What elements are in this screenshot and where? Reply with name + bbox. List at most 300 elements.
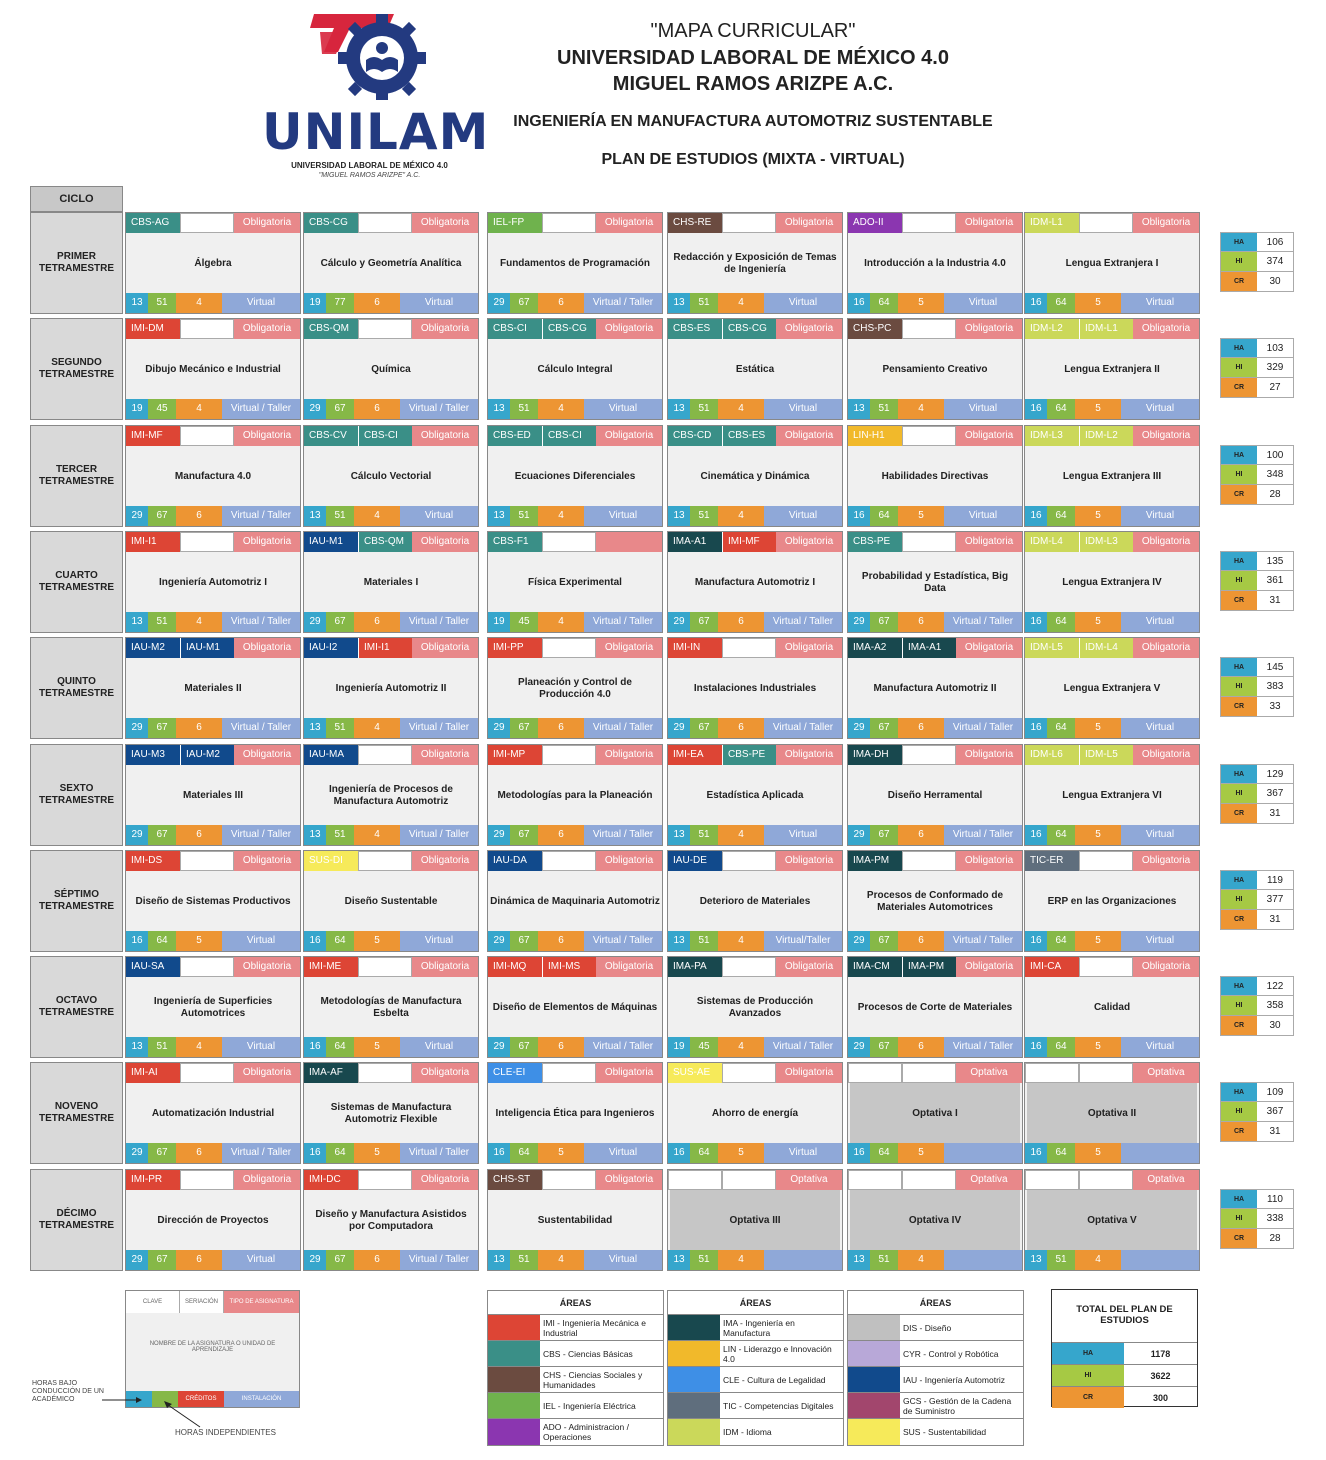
course-ha: 13 [304,506,326,526]
course-key: CBS-F1 [488,532,542,552]
area-row [668,1419,843,1445]
course-hi: 67 [148,506,176,526]
course-card [125,637,301,739]
course-ha: 29 [488,825,510,845]
course-card [303,425,479,527]
course-name: Diseño y Manufactura Asistidos por Computadora [315,1208,467,1232]
plan-name: PLAN DE ESTUDIOS (MIXTA - VIRTUAL) [601,151,905,168]
course-name: Habilidades Directivas [881,470,989,482]
course-header [488,426,662,446]
term-total-row [1220,465,1294,485]
course-seriation [542,1063,596,1083]
term-total-label: HI [1221,465,1257,484]
course-type: Obligatoria [234,745,300,765]
course-hi: 64 [148,931,176,951]
course-installation: Virtual [400,931,478,951]
course-name: Optativa I [850,1083,1020,1145]
course-name: Materiales I [363,576,419,588]
term-total-row [1220,338,1294,358]
area-name: IAU - Ingeniería Automotriz [903,1374,1006,1385]
course-cr: 6 [176,506,222,526]
course-footer [488,718,662,738]
course-ha: 13 [126,1037,148,1057]
course-seriation [358,319,412,339]
course-name: Sistemas de Producción Avanzados [696,996,814,1020]
course-key: IMI-CA [1025,957,1079,977]
area-name: IMI - Ingeniería Mecánica e Industrial [543,1317,646,1338]
course-header [126,1170,300,1190]
course-cr: 4 [354,718,400,738]
course-hi: 64 [870,293,898,313]
course-card [1024,425,1200,527]
total-ha-label: HA [1052,1343,1124,1364]
course-type: Obligatoria [1133,851,1199,871]
course-hi: 51 [326,506,354,526]
course-cr: 6 [354,399,400,419]
course-key: IAU-M1 [304,532,358,552]
area-swatch [848,1341,900,1366]
course-seriation [722,1063,776,1083]
term-label: DÉCIMO TETRAMESTRE [30,1169,123,1271]
term-total-row [1220,784,1294,804]
course-type: Obligatoria [1133,426,1199,446]
course-footer [1025,718,1199,738]
course-footer [488,1250,662,1270]
course-cr: 5 [898,506,944,526]
course-footer [488,399,662,419]
course-hi: 67 [326,399,354,419]
course-header [488,638,662,658]
course-header [848,213,1022,233]
course-installation: Virtual / Taller [400,718,478,738]
course-footer [126,718,300,738]
course-name: Cálculo Integral [537,364,613,376]
course-type: Optativa [956,1063,1022,1083]
course-cr: 5 [176,931,222,951]
course-installation [764,1250,842,1270]
course-key [668,1170,722,1190]
course-card [125,1169,301,1271]
areas-title: ÁREAS [848,1291,1023,1315]
course-card [303,744,479,846]
area-swatch [488,1367,540,1392]
term-total [1220,657,1294,718]
course-name: Dinámica de Maquinaria Automotriz [490,895,660,907]
course-key: IMI-MF [126,426,180,446]
course-header [488,745,662,765]
course-cr: 6 [538,293,584,313]
course-installation: Virtual / Taller [944,1037,1022,1057]
term-total-ha: 129 [1257,765,1293,783]
course-key: CBS-CI [488,319,542,339]
course-header [304,319,478,339]
course-header [126,1063,300,1083]
course-key: IMI-I1 [126,532,180,552]
course-installation [1121,1250,1199,1270]
course-hi: 51 [510,506,538,526]
course-ha: 13 [848,1250,870,1270]
course-footer [304,293,478,313]
course-key: IMA-AF [304,1063,358,1083]
term-total-ha: 122 [1257,977,1293,995]
legend-arrows [100,1395,220,1435]
course-seriation: IDM-L3 [1079,532,1133,552]
course-footer [668,825,842,845]
course-seriation: CBS-PE [722,745,776,765]
course-seriation [902,426,956,446]
course-ha: 29 [126,825,148,845]
course-key: IDM-L4 [1025,532,1079,552]
course-seriation [902,213,956,233]
course-key: IMA-DH [848,745,902,765]
course-footer [304,931,478,951]
term-total [1220,1082,1294,1143]
course-footer [304,399,478,419]
course-cr: 6 [898,931,944,951]
term-total-hi: 377 [1257,890,1293,909]
course-card [667,212,843,314]
area-swatch [668,1419,720,1445]
course-name: Fundamentos de Programación [499,258,651,269]
course-hi: 64 [1047,506,1075,526]
course-ha: 13 [488,399,510,419]
course-seriation [542,851,596,871]
course-ha: 13 [848,399,870,419]
course-cr: 5 [898,293,944,313]
course-footer [126,931,300,951]
course-hi: 67 [510,931,538,951]
course-card [847,637,1023,739]
course-type: Obligatoria [1133,957,1199,977]
course-installation: Virtual / Taller [400,612,478,632]
course-footer [848,1037,1022,1057]
course-seriation: IDM-L2 [1079,426,1133,446]
course-header [304,1170,478,1190]
course-name: Materiales III [182,789,244,801]
term-total-row [1220,1016,1294,1036]
course-ha: 13 [304,825,326,845]
course-header [304,957,478,977]
course-card [667,425,843,527]
areas-column [667,1290,844,1446]
course-hi: 51 [690,293,718,313]
course-header [668,1170,842,1190]
term-total-label: HI [1221,890,1257,909]
course-hi: 67 [690,612,718,632]
course-header [1025,213,1199,233]
course-key: IMI-IN [668,638,722,658]
course-type: Obligatoria [412,532,478,552]
term-total-row [1220,485,1294,505]
term-total-hi: 361 [1257,571,1293,590]
course-installation: Virtual [1121,718,1199,738]
course-seriation: CBS-CG [542,319,596,339]
course-seriation: IMA-PM [902,957,956,977]
course-header [1025,426,1199,446]
course-seriation [180,213,234,233]
course-cr: 5 [354,931,400,951]
course-footer [1025,1143,1199,1163]
course-name: Materiales II [184,683,242,695]
course-footer [848,399,1022,419]
course-header [488,319,662,339]
course-seriation [722,1170,776,1190]
term-total-label: HI [1221,996,1257,1015]
course-header [126,957,300,977]
course-installation [1121,1143,1199,1163]
course-cr: 4 [718,825,764,845]
course-name: Pensamiento Creativo [882,364,988,376]
term-total-label: CR [1221,591,1257,610]
term-row [30,531,1200,633]
term-total-label: CR [1221,697,1257,716]
course-cr: 4 [898,1250,944,1270]
course-cr: 4 [176,1037,222,1057]
term-total-cr: 28 [1257,485,1293,504]
course-seriation [1079,1063,1133,1083]
course-cr: 5 [1075,825,1121,845]
course-type: Obligatoria [412,1170,478,1190]
course-hi: 64 [1047,399,1075,419]
course-footer [1025,612,1199,632]
course-cr: 4 [718,293,764,313]
course-installation: Virtual [764,506,842,526]
area-name: CYR - Control y Robótica [903,1348,999,1359]
course-footer [848,612,1022,632]
course-name: Lengua Extranjera V [1063,683,1161,695]
term-total-ha: 106 [1257,233,1293,251]
course-installation: Virtual / Taller [944,718,1022,738]
course-cr: 6 [354,612,400,632]
course-footer [126,399,300,419]
course-installation: Virtual / Taller [222,1143,300,1163]
course-key: CBS-CG [304,213,358,233]
course-seriation [180,1063,234,1083]
course-header [668,957,842,977]
course-seriation [902,1170,956,1190]
logo-subtitle: UNIVERSIDAD LABORAL DE MÉXICO 4.0 [291,161,448,170]
area-row [848,1393,1023,1419]
course-card [125,318,301,420]
course-cr: 4 [898,399,944,419]
area-row [488,1341,663,1367]
course-card [1024,744,1200,846]
term-total-label: CR [1221,910,1257,929]
term-total-hi: 374 [1257,252,1293,271]
term-total-row [1220,571,1294,591]
course-type: Obligatoria [596,319,662,339]
course-header [668,638,842,658]
course-card [1024,1169,1200,1271]
course-hi: 67 [690,718,718,738]
course-installation: Virtual [1121,293,1199,313]
term-total-cr: 33 [1257,697,1293,716]
course-installation: Virtual [764,1143,842,1163]
term-total-label: HA [1221,765,1257,783]
term-total [1220,870,1294,931]
course-footer [304,718,478,738]
course-header [668,532,842,552]
term-row [30,212,1200,314]
total-ha: 1178 [1150,1349,1171,1359]
course-hi: 51 [690,931,718,951]
course-installation: Virtual [584,1143,662,1163]
course-installation: Virtual [400,506,478,526]
course-header [668,426,842,446]
course-installation: Virtual [1121,825,1199,845]
term-total-label: HA [1221,1083,1257,1101]
term-total-row [1220,378,1294,398]
area-row [848,1419,1023,1445]
course-installation: Virtual [944,293,1022,313]
course-hi: 64 [1047,293,1075,313]
term-total [1220,1189,1294,1250]
term-total-label: CR [1221,485,1257,504]
course-hi: 67 [148,825,176,845]
course-card [1024,1062,1200,1164]
area-name: DIS - Diseño [903,1322,952,1333]
area-name: CHS - Ciencias Sociales y Humanidades [543,1369,643,1390]
course-name: Ecuaciones Diferenciales [514,470,636,482]
course-cr: 5 [898,1143,944,1163]
course-footer [304,1143,478,1163]
course-seriation [358,213,412,233]
course-cr: 4 [718,399,764,419]
course-type: Obligatoria [956,426,1022,446]
course-type: Obligatoria [596,1063,662,1083]
course-installation: Virtual [222,1250,300,1270]
course-key: IMI-DS [126,851,180,871]
course-name: Deterioro de Materiales [699,895,811,907]
area-row [848,1341,1023,1367]
course-seriation [180,851,234,871]
term-total-ha: 135 [1257,552,1293,570]
course-footer [1025,1250,1199,1270]
course-ha: 29 [848,612,870,632]
course-cr: 6 [538,718,584,738]
course-seriation: IMA-A1 [902,638,956,658]
course-cr: 4 [718,1037,764,1057]
course-ha: 29 [488,1037,510,1057]
course-ha: 19 [304,293,326,313]
area-row [668,1341,843,1367]
course-cr: 4 [354,825,400,845]
area-row [848,1315,1023,1341]
course-installation: Virtual [1121,1037,1199,1057]
course-hi: 51 [870,1250,898,1270]
course-cr: 6 [176,718,222,738]
term-total-cr: 31 [1257,804,1293,823]
course-type: Obligatoria [776,213,842,233]
course-header [126,426,300,446]
course-footer [126,293,300,313]
course-key: IEL-FP [488,213,542,233]
area-row [668,1367,843,1393]
area-row [488,1393,663,1419]
course-key: IAU-I2 [304,638,358,658]
term-total-row [1220,657,1294,677]
course-ha: 13 [488,506,510,526]
course-seriation [180,1170,234,1190]
course-hi: 51 [510,399,538,419]
area-swatch [488,1315,540,1340]
course-ha: 29 [304,612,326,632]
term-total-label: HI [1221,677,1257,696]
course-installation: Virtual / Taller [400,399,478,419]
term-total-label: CR [1221,1229,1257,1248]
course-cr: 6 [538,825,584,845]
course-cr: 4 [538,1250,584,1270]
course-footer [668,1037,842,1057]
course-footer [848,931,1022,951]
term-total-row [1220,996,1294,1016]
logo-subtitle-2: "MIGUEL RAMOS ARIZPE" A.C. [318,172,421,179]
course-seriation: IAU-M1 [180,638,234,658]
term-label: CUARTO TETRAMESTRE [30,531,123,633]
course-cr: 6 [538,1037,584,1057]
course-ha: 16 [668,1143,690,1163]
course-ha: 19 [668,1037,690,1057]
course-installation: Virtual [584,399,662,419]
course-key: IMA-PA [668,957,722,977]
course-footer [488,293,662,313]
term-row [30,1062,1200,1164]
course-hi: 64 [510,1143,538,1163]
course-installation: Virtual / Taller [764,718,842,738]
course-card [303,318,479,420]
course-key: CBS-QM [304,319,358,339]
course-card [667,531,843,633]
course-header [1025,532,1199,552]
course-installation: Virtual / Taller [584,825,662,845]
term-total-row [1220,272,1294,292]
course-header [848,319,1022,339]
term-row [30,318,1200,420]
term-total-row [1220,1122,1294,1142]
course-ha: 13 [304,718,326,738]
course-name: Dibujo Mecánico e Industrial [145,364,281,376]
course-cr: 4 [718,506,764,526]
course-key: CHS-PC [848,319,902,339]
course-type: Obligatoria [776,532,842,552]
course-installation: Virtual / Taller [222,718,300,738]
term-total-label: CR [1221,1122,1257,1141]
course-hi: 51 [690,825,718,845]
course-seriation: IDM-L1 [1079,319,1133,339]
course-hi: 51 [148,293,176,313]
course-type: Obligatoria [1133,745,1199,765]
course-installation: Virtual [400,1037,478,1057]
course-seriation [180,319,234,339]
course-footer [848,718,1022,738]
course-footer [304,612,478,632]
course-ha: 29 [668,612,690,632]
course-card [667,1169,843,1271]
course-hi: 51 [510,1250,538,1270]
course-type: Obligatoria [956,213,1022,233]
course-type: Obligatoria [1133,213,1199,233]
course-cr: 5 [1075,931,1121,951]
course-footer [1025,506,1199,526]
course-hi: 67 [510,718,538,738]
course-hi: 67 [326,1250,354,1270]
course-type: Obligatoria [596,1170,662,1190]
course-hi: 51 [690,506,718,526]
course-header [126,319,300,339]
term-total-row [1220,445,1294,465]
course-ha: 29 [304,399,326,419]
course-key: CBS-ES [668,319,722,339]
